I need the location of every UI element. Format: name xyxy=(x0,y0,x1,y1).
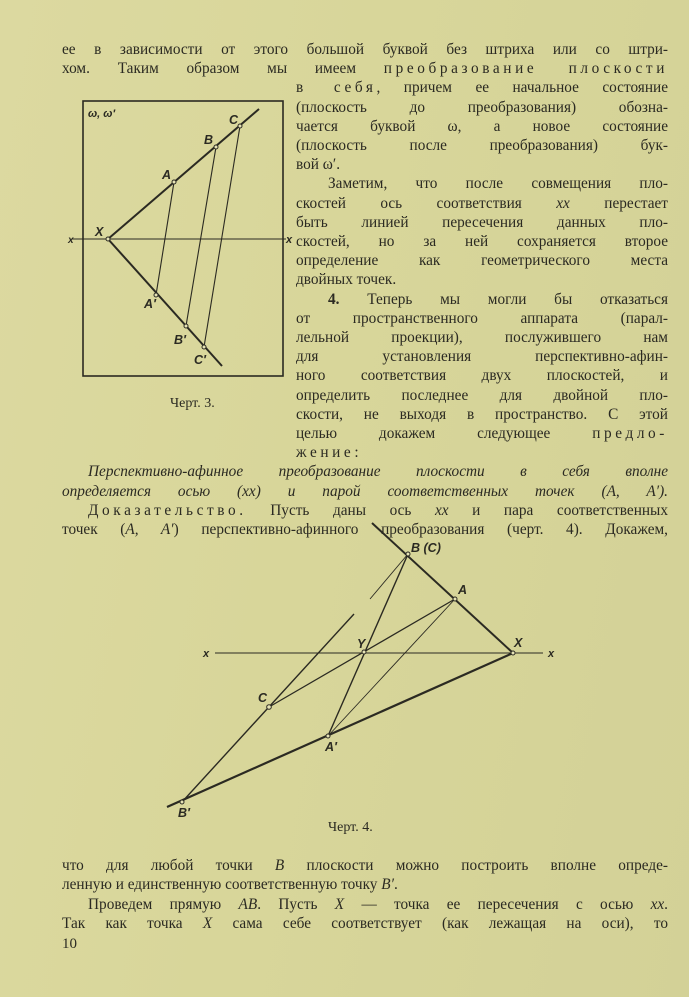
fig4-point-A xyxy=(453,597,457,601)
fig3-label-B: B xyxy=(204,133,214,147)
text-segment: (плоскость после преобразования) бук- xyxy=(296,137,668,154)
fig4-label-Y: Y xyxy=(357,637,366,651)
fig4-label-A: A xyxy=(458,583,468,597)
fig3-label-A1: A′ xyxy=(144,297,157,311)
text-segment: определение как геометрического места xyxy=(296,252,668,270)
text-segment: скостей, но за ней сохраняется второе xyxy=(296,233,668,250)
text-segment: чается буквой ω, а новое состояние xyxy=(296,117,668,135)
fig3-label-X: X xyxy=(95,225,104,239)
text-segment: — точка ее пересечения с осью xyxy=(344,896,651,913)
fig4-point-BC xyxy=(406,552,410,556)
text-segment: ее в зависимости от этого большой буквой без штриха или со штри- xyxy=(62,41,668,58)
text-segment: определяется осью (xx) и парой соответственных точек (A, A′). xyxy=(62,482,668,500)
text-segment: предло- xyxy=(592,425,668,442)
text-segment: для установления перспективно-афин- xyxy=(296,348,668,366)
fig4-line-AA1 xyxy=(328,599,455,736)
text-segment: Заметим, что после совмещения пло- xyxy=(328,175,668,193)
text-segment: от пространственного аппарата (парал- xyxy=(296,309,668,327)
page-number: 10 xyxy=(62,936,77,952)
text-segment: AB xyxy=(238,896,258,913)
text-segment: перестает xyxy=(569,194,668,212)
text-segment: xx xyxy=(434,501,449,519)
text-segment: xx xyxy=(650,896,665,913)
fig4-point-C xyxy=(267,705,272,710)
fig4-label-x-right: x xyxy=(548,648,555,660)
text-segment: лельной проекции), послужившего нам xyxy=(296,329,668,346)
text-segment: хом. Таким образом мы имеем xyxy=(62,60,384,78)
fig3-label-omega: ω, ω′ xyxy=(88,108,116,120)
fig4-line-B-short xyxy=(370,554,408,599)
text-segment: X xyxy=(334,896,345,913)
text-segment: двойных точек. xyxy=(296,271,397,289)
text-segment: Проведем прямую xyxy=(88,896,239,913)
text-segment: Пусть даны ось xyxy=(246,501,435,519)
text-segment: скости, не выходя в пространство. С этой xyxy=(296,405,668,423)
fig3-label-x-left: x xyxy=(68,235,74,246)
text-segment: жение: xyxy=(296,444,363,462)
fig4-label-A1: A′ xyxy=(325,740,338,754)
fig4-label-x-left: x xyxy=(203,648,210,660)
fig4-label-X: X xyxy=(514,636,523,650)
text-segment: вой ω′. xyxy=(296,156,341,174)
text-segment: , причем ее начальное состояние xyxy=(376,79,668,97)
fig4-label-BC: B (C) xyxy=(411,541,441,555)
fig4-point-X xyxy=(511,651,515,655)
text-segment: Перспективно-афинное преобразование плоскости в себя вполне xyxy=(88,463,668,481)
text-segment: ленную и единственную соответственную точку xyxy=(62,876,382,893)
text-segment: целью докажем следующее xyxy=(296,425,593,442)
text-segment: 4. xyxy=(328,290,340,308)
text-segment: xx xyxy=(556,194,570,212)
text-segment: (плоскость до преобразования) обозна- xyxy=(296,98,668,116)
fig3-label-x-right: x xyxy=(286,234,293,246)
fig3-label-A: A xyxy=(162,168,172,182)
fig3-label-C: C xyxy=(229,113,239,127)
fig4-point-B1 xyxy=(180,800,184,804)
text-segment: . xyxy=(393,876,398,893)
text-segment: . xyxy=(664,896,668,913)
text-segment: Доказательство. xyxy=(88,501,247,519)
text-segment: ного соответствия двух плоскостей, и xyxy=(296,367,668,385)
figure-4-caption: Черт. 4. xyxy=(328,820,373,835)
text-segment: в себя xyxy=(296,79,377,97)
fig3-label-B1: B′ xyxy=(174,333,187,347)
text-segment: точек ( xyxy=(62,521,126,538)
fig4-label-B1: B′ xyxy=(178,806,191,820)
text-segment: Теперь мы могли бы отказаться xyxy=(339,290,668,308)
text-segment: определить последнее для двойной пло- xyxy=(296,386,668,404)
text-segment: . Пусть xyxy=(257,896,335,913)
text-segment: сама себе соответствует (как лежащая на оси), то xyxy=(212,915,668,932)
fig4-label-C: C xyxy=(258,691,268,705)
fig4-point-A1 xyxy=(326,734,330,738)
text-segment: ) перспективно-афинного преобразования (черт. 4). Докажем, xyxy=(173,521,669,538)
fig3-label-C1: C′ xyxy=(194,353,207,367)
figure-3-caption: Черт. 3. xyxy=(170,396,215,411)
text-segment: B′ xyxy=(381,876,394,893)
fig4-line-BA1 xyxy=(328,554,408,736)
text-segment: скостей ось соответствия xyxy=(296,194,557,212)
text-segment: B xyxy=(274,857,285,874)
fig4-line-XB1 xyxy=(167,653,513,807)
text-segment: быть линией пересечения данных пло- xyxy=(296,213,668,231)
text-segment: преобразование плоскости xyxy=(383,60,669,78)
text-segment: X xyxy=(202,915,213,932)
text-segment: и пара соответственных xyxy=(448,501,668,519)
text-segment: что для любой точки xyxy=(62,857,275,874)
text-segment: Так как точка xyxy=(62,915,203,932)
text-segment: A, A′ xyxy=(125,521,174,538)
text-segment: плоскости можно построить вполне опреде- xyxy=(284,857,668,874)
